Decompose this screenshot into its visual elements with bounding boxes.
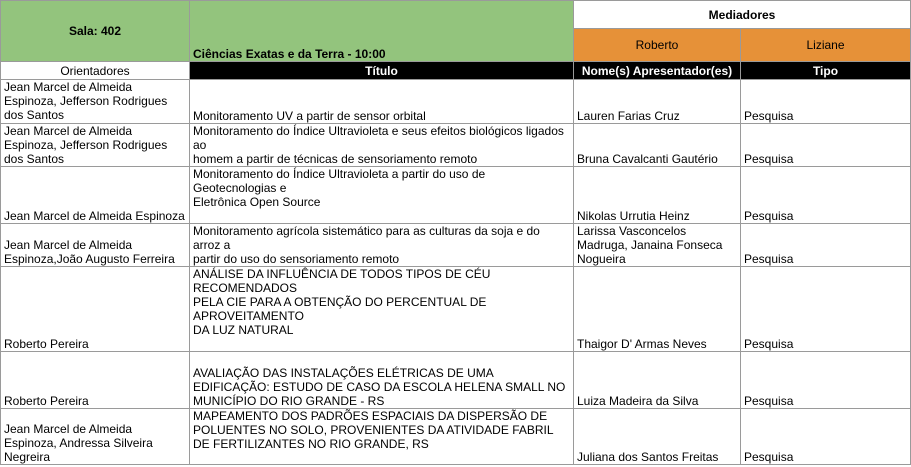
cell-orientadores: Jean Marcel de Almeida Espinoza, Andressa Silveira Negreira [1,409,190,465]
cell-titulo: Monitoramento do Índice Ultravioleta a partir do uso de Geotecnologias e Eletrônica Open Source [190,167,574,224]
cell-titulo: Monitoramento UV a partir de sensor orbital [190,80,574,124]
table-row [1,267,911,352]
table-row [1,124,911,167]
cell-orientadores: Jean Marcel de Almeida Espinoza [1,167,190,224]
session-title: Ciências Exatas e da Terra - 10:00 [190,1,574,62]
cell-titulo: Monitoramento agrícola sistemático para as culturas da soja e do arroz a partir do uso do sensoriamento remoto [190,224,574,267]
cell-apresentador: Juliana dos Santos Freitas [574,409,741,465]
cell-orientadores: Roberto Pereira [1,352,190,409]
cell-tipo: Pesquisa [741,267,911,352]
table-row [1,409,911,465]
cell-apresentador: Larissa Vasconcelos Madruga, Janaina Fonseca Nogueira [574,224,741,267]
cell-titulo: ANÁLISE DA INFLUÊNCIA DE TODOS TIPOS DE CÉU RECOMENDADOS PELA CIE PARA A OBTENÇÃO DO PERCENTUAL DE APROVEITAMENTO DA LUZ NATURAL [190,267,574,352]
column-header-row [1,62,911,80]
cell-apresentador: Luiza Madeira da Silva [574,352,741,409]
cell-titulo: MAPEAMENTO DOS PADRÕES ESPACIAIS DA DISPERSÃO DE POLUENTES NO SOLO, PROVENIENTES DA ATIVIDADE FABRIL DE FERTILIZANTES NO RIO GRANDE, RS [190,409,574,465]
cell-tipo: Pesquisa [741,224,911,267]
cell-apresentador: Lauren Farias Cruz [574,80,741,124]
cell-tipo: Pesquisa [741,167,911,224]
room-label: Sala: 402 [1,1,190,62]
table-row [1,224,911,267]
cell-apresentador: Nikolas Urrutia Heinz [574,167,741,224]
cell-apresentador: Thaigor D' Armas Neves [574,267,741,352]
mediators-label: Mediadores [574,1,911,29]
cell-orientadores: Roberto Pereira [1,267,190,352]
col-header-apresentador: Nome(s) Apresentador(es) [574,62,741,80]
col-header-orientadores: Orientadores [1,62,190,80]
cell-orientadores: Jean Marcel de Almeida Espinoza, Jefferson Rodrigues dos Santos [1,80,190,124]
table-row [1,80,911,124]
cell-apresentador: Bruna Cavalcanti Gautério [574,124,741,167]
cell-titulo: Monitoramento do Índice Ultravioleta e seus efeitos biológicos ligados ao homem a partir de técnicas de sensoriamento remoto [190,124,574,167]
mediator-1: Roberto [574,29,741,62]
cell-tipo: Pesquisa [741,124,911,167]
cell-orientadores: Jean Marcel de Almeida Espinoza,João Augusto Ferreira [1,224,190,267]
cell-tipo: Pesquisa [741,352,911,409]
col-header-titulo: Título [190,62,574,80]
cell-tipo: Pesquisa [741,409,911,465]
cell-tipo: Pesquisa [741,80,911,124]
table-row [1,352,911,409]
cell-titulo: AVALIAÇÃO DAS INSTALAÇÕES ELÉTRICAS DE UMA EDIFICAÇÃO: ESTUDO DE CASO DA ESCOLA HELENA SMALL NO MUNICÍPIO DO RIO GRANDE - RS [190,352,574,409]
cell-orientadores: Jean Marcel de Almeida Espinoza, Jefferson Rodrigues dos Santos [1,124,190,167]
col-header-tipo: Tipo [741,62,911,80]
mediator-2: Liziane [741,29,911,62]
table-row [1,167,911,224]
